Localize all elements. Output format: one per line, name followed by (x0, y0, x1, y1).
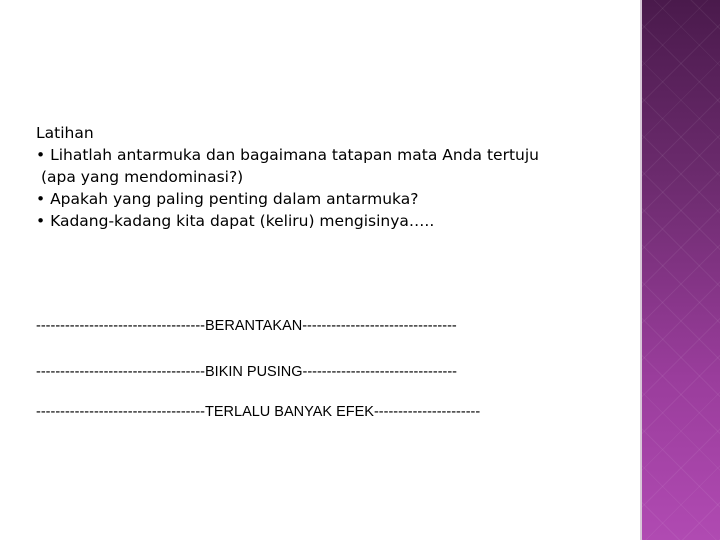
bullet-3: • Kadang-kadang kita dapat (keliru) mengisinya….. (36, 212, 435, 230)
bullet-1-continuation: (apa yang mendominasi?) (41, 168, 244, 186)
slide-content (36, 122, 636, 232)
answer-berantakan: -----------------------------------BERANTAKAN-------------------------------- (36, 318, 457, 334)
slide-heading: Latihan (36, 124, 94, 142)
bullet-1: • Lihatlah antarmuka dan bagaimana tatapan mata Anda tertuju (36, 146, 539, 164)
answer-bikin-pusing: -----------------------------------BIKIN PUSING-------------------------------- (36, 364, 458, 380)
bullet-2: • Apakah yang paling penting dalam antarmuka? (36, 190, 419, 208)
answer-terlalu-banyak-efek: -----------------------------------TERLALU BANYAK EFEK---------------------- (36, 404, 481, 420)
decorative-side-panel (642, 0, 720, 540)
